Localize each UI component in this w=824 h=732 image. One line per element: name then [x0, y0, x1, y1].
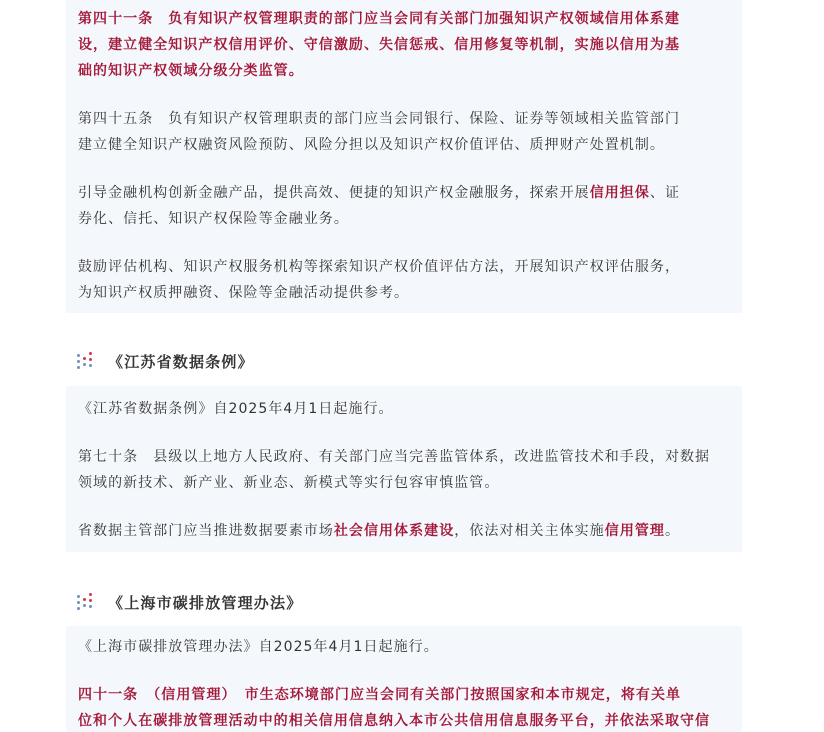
article-41-credit-line-2: 位和个人在碳排放管理活动中的相关信用信息纳入本市公共信用信息服务平台，并依法采取守信 — [78, 713, 711, 729]
valuation-paragraph-line-1: 鼓励评估机构、知识产权服务机构等探索知识产权价值评估方法，开展知识产权评估服务， — [78, 259, 680, 275]
effective-date-text: 《江苏省数据条例》自2025年4月1日起施行。 — [78, 401, 394, 417]
jiangsu-data-panel — [66, 386, 742, 552]
article-45-line-1: 第四十五条 负有知识产权管理职责的部门应当会同银行、保险、证券等领域相关监管部门 — [78, 111, 680, 127]
article-70-line-2: 领域的新技术、新产业、新业态、新模式等实行包容审慎监管。 — [78, 475, 500, 491]
finance-text-tail: 、证 — [649, 185, 681, 201]
article-70-line-1: 第七十条 县级以上地方人民政府、有关部门应当完善监管体系，改进监管技术和手段，对数据 — [78, 449, 711, 465]
finance-text: 引导金融机构创新金融产品，提供高效、便捷的知识产权金融服务，探索开展 — [78, 185, 590, 201]
article-41-line-1: 第四十一条 负有知识产权管理职责的部门应当会同有关部门加强知识产权领域信用体系建 — [78, 11, 680, 27]
valuation-paragraph-line-2: 为知识产权质押融资、保险等金融活动提供参考。 — [78, 285, 410, 301]
dots-icon — [76, 352, 94, 370]
article-41-credit-line-1: 四十一条 （信用管理） 市生态环境部门应当会同有关部门按照国家和本市规定，将有关单 — [78, 687, 682, 703]
credit-management-highlight: 信用管理 — [604, 523, 665, 539]
data-authority-text: 省数据主管部门应当推进数据要素市场 — [78, 523, 334, 539]
section-title: 《江苏省数据条例》 — [108, 352, 254, 371]
section-heading-jiangsu — [76, 349, 254, 373]
data-authority-paragraph — [78, 518, 730, 544]
effective-date-text: 《上海市碳排放管理办法》自2025年4月1日起施行。 — [78, 639, 439, 655]
data-authority-end: 。 — [664, 523, 681, 539]
section-heading-shanghai — [76, 590, 302, 614]
article-41-line-2: 设，建立健全知识产权信用评价、守信激励、失信惩戒、信用修复等机制，实施以信用为基 — [78, 37, 680, 53]
credit-guarantee-highlight: 信用担保 — [589, 185, 650, 201]
article-45-line-2: 建立健全知识产权融资风险预防、风险分担以及知识产权价值评估、质押财产处置机制。 — [78, 137, 665, 153]
dots-icon — [76, 593, 94, 611]
article-41-line-3: 础的知识产权领域分级分类监管。 — [78, 63, 304, 79]
credit-system-highlight: 社会信用体系建设 — [333, 523, 455, 539]
finance-paragraph-line-1 — [78, 180, 730, 206]
ip-regulation-panel — [66, 0, 742, 313]
finance-paragraph-line-2: 券化、信托、知识产权保险等金融业务。 — [78, 211, 349, 227]
shanghai-carbon-panel — [66, 626, 742, 732]
data-authority-mid: ，依法对相关主体实施 — [454, 523, 605, 539]
section-title: 《上海市碳排放管理办法》 — [108, 593, 303, 612]
